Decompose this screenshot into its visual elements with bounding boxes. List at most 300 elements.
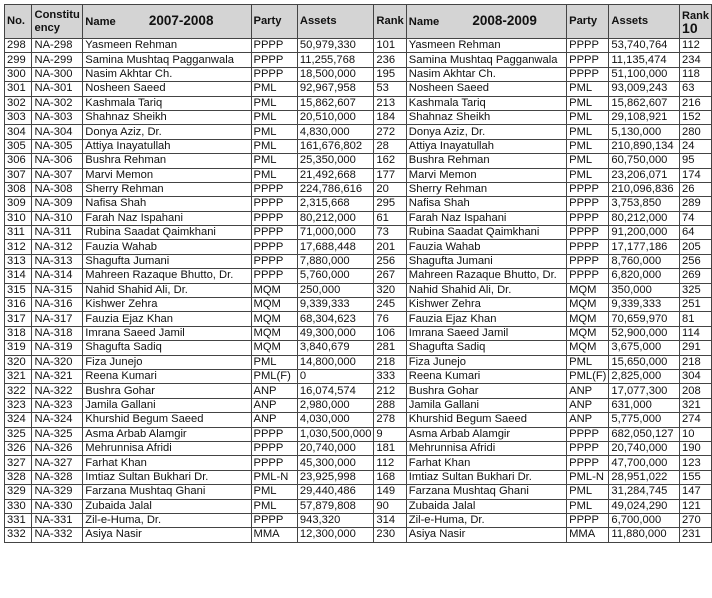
cell-name-2007: Nasim Akhtar Ch.	[83, 67, 251, 81]
cell-name-2008: Asma Arbab Alamgir	[406, 427, 566, 441]
cell-party-2008: PML	[567, 125, 609, 139]
cell-name-2008: Donya Aziz, Dr.	[406, 125, 566, 139]
cell-no: 332	[5, 528, 32, 542]
table-row	[5, 427, 712, 441]
cell-name-2007: Fiza Junejo	[83, 355, 251, 369]
cell-party-2007: PML	[251, 82, 297, 96]
cell-constituency: NA-327	[32, 456, 83, 470]
cell-party-2008: PPPP	[567, 53, 609, 67]
cell-rank-2008: 304	[680, 369, 712, 383]
cell-assets-2007: 18,500,000	[297, 67, 374, 81]
cell-assets-2007: 0	[297, 369, 374, 383]
cell-name-2007: Nafisa Shah	[83, 197, 251, 211]
cell-party-2007: PPPP	[251, 240, 297, 254]
cell-no: 308	[5, 182, 32, 196]
cell-name-2007: Farhat Khan	[83, 456, 251, 470]
cell-no: 305	[5, 139, 32, 153]
cell-no: 321	[5, 369, 32, 383]
cell-name-2007: Khurshid Begum Saeed	[83, 413, 251, 427]
cell-rank-2008: 10	[680, 427, 712, 441]
cell-party-2008: PPPP	[567, 39, 609, 53]
cell-party-2007: PPPP	[251, 269, 297, 283]
cell-rank-2007: 90	[374, 499, 406, 513]
cell-party-2007: PML-N	[251, 470, 297, 484]
cell-party-2008: PML	[567, 82, 609, 96]
header-rank-2008-top: Rank	[682, 9, 709, 22]
cell-name-2007: Farah Naz Ispahani	[83, 211, 251, 225]
table-row	[5, 499, 712, 513]
cell-rank-2007: 9	[374, 427, 406, 441]
header-party-2008: Party	[567, 5, 609, 39]
table-row	[5, 355, 712, 369]
cell-assets-2008: 15,862,607	[609, 96, 680, 110]
cell-party-2008: ANP	[567, 384, 609, 398]
cell-assets-2007: 250,000	[297, 283, 374, 297]
cell-party-2007: MQM	[251, 298, 297, 312]
cell-no: 300	[5, 67, 32, 81]
cell-rank-2008: 81	[680, 312, 712, 326]
cell-constituency: NA-312	[32, 240, 83, 254]
cell-name-2008: Bushra Gohar	[406, 384, 566, 398]
cell-no: 331	[5, 513, 32, 527]
cell-rank-2008: 274	[680, 413, 712, 427]
cell-name-2008: Shagufta Sadiq	[406, 341, 566, 355]
cell-party-2007: PPPP	[251, 254, 297, 268]
cell-party-2008: PPPP	[567, 197, 609, 211]
cell-name-2008: Farah Naz Ispahani	[406, 211, 566, 225]
cell-assets-2008: 70,659,970	[609, 312, 680, 326]
cell-name-2008: Yasmeen Rehman	[406, 39, 566, 53]
cell-assets-2007: 11,255,768	[297, 53, 374, 67]
cell-name-2007: Shahnaz Sheikh	[83, 110, 251, 124]
cell-assets-2008: 17,177,186	[609, 240, 680, 254]
cell-rank-2007: 73	[374, 226, 406, 240]
cell-party-2007: PPPP	[251, 226, 297, 240]
cell-rank-2007: 320	[374, 283, 406, 297]
header-no: No.	[5, 5, 32, 39]
cell-party-2007: PPPP	[251, 513, 297, 527]
cell-name-2007: Donya Aziz, Dr.	[83, 125, 251, 139]
cell-constituency: NA-319	[32, 341, 83, 355]
cell-rank-2008: 205	[680, 240, 712, 254]
cell-party-2008: PPPP	[567, 441, 609, 455]
header-name-label: Name	[85, 16, 116, 28]
cell-assets-2007: 23,925,998	[297, 470, 374, 484]
cell-name-2007: Zil-e-Huma, Dr.	[83, 513, 251, 527]
cell-constituency: NA-315	[32, 283, 83, 297]
cell-no: 307	[5, 168, 32, 182]
cell-rank-2007: 230	[374, 528, 406, 542]
cell-party-2008: PPPP	[567, 513, 609, 527]
cell-name-2008: Kashmala Tariq	[406, 96, 566, 110]
cell-rank-2008: 289	[680, 197, 712, 211]
cell-no: 317	[5, 312, 32, 326]
cell-rank-2007: 295	[374, 197, 406, 211]
cell-constituency: NA-308	[32, 182, 83, 196]
table-body	[5, 39, 712, 543]
cell-name-2007: Yasmeen Rehman	[83, 39, 251, 53]
cell-rank-2008: 121	[680, 499, 712, 513]
cell-assets-2007: 3,840,679	[297, 341, 374, 355]
cell-constituency: NA-330	[32, 499, 83, 513]
cell-rank-2007: 281	[374, 341, 406, 355]
cell-rank-2008: 152	[680, 110, 712, 124]
cell-no: 328	[5, 470, 32, 484]
cell-rank-2008: 26	[680, 182, 712, 196]
cell-rank-2007: 195	[374, 67, 406, 81]
cell-party-2007: ANP	[251, 413, 297, 427]
cell-assets-2008: 17,077,300	[609, 384, 680, 398]
cell-party-2007: PPPP	[251, 39, 297, 53]
cell-assets-2008: 93,009,243	[609, 82, 680, 96]
cell-constituency: NA-300	[32, 67, 83, 81]
header-year-2008: 2008-2009	[472, 13, 537, 28]
cell-name-2008: Samina Mushtaq Pagganwala	[406, 53, 566, 67]
cell-name-2007: Kishwer Zehra	[83, 298, 251, 312]
table-row	[5, 413, 712, 427]
cell-rank-2008: 95	[680, 154, 712, 168]
cell-no: 324	[5, 413, 32, 427]
cell-constituency: NA-307	[32, 168, 83, 182]
cell-assets-2007: 21,492,668	[297, 168, 374, 182]
cell-name-2007: Attiya Inayatullah	[83, 139, 251, 153]
cell-rank-2008: 74	[680, 211, 712, 225]
cell-rank-2007: 53	[374, 82, 406, 96]
cell-constituency: NA-326	[32, 441, 83, 455]
cell-assets-2007: 2,315,668	[297, 197, 374, 211]
cell-rank-2008: 118	[680, 67, 712, 81]
cell-constituency: NA-320	[32, 355, 83, 369]
cell-party-2007: PML	[251, 125, 297, 139]
table-row	[5, 528, 712, 542]
cell-assets-2008: 11,880,000	[609, 528, 680, 542]
cell-rank-2007: 162	[374, 154, 406, 168]
cell-name-2008: Sherry Rehman	[406, 182, 566, 196]
cell-constituency: NA-321	[32, 369, 83, 383]
cell-name-2008: Asiya Nasir	[406, 528, 566, 542]
cell-party-2007: PML	[251, 168, 297, 182]
cell-assets-2008: 682,050,127	[609, 427, 680, 441]
cell-name-2007: Mahreen Razaque Bhutto, Dr.	[83, 269, 251, 283]
cell-rank-2007: 314	[374, 513, 406, 527]
cell-name-2007: Fauzia Wahab	[83, 240, 251, 254]
cell-name-2008: Mahreen Razaque Bhutto, Dr.	[406, 269, 566, 283]
cell-no: 312	[5, 240, 32, 254]
cell-no: 315	[5, 283, 32, 297]
cell-assets-2007: 20,740,000	[297, 441, 374, 455]
cell-name-2008: Reena Kumari	[406, 369, 566, 383]
cell-assets-2008: 631,000	[609, 398, 680, 412]
table-row	[5, 125, 712, 139]
cell-assets-2007: 50,979,330	[297, 39, 374, 53]
cell-assets-2008: 3,675,000	[609, 341, 680, 355]
cell-constituency: NA-303	[32, 110, 83, 124]
cell-rank-2007: 288	[374, 398, 406, 412]
cell-party-2007: PML	[251, 96, 297, 110]
cell-assets-2007: 25,350,000	[297, 154, 374, 168]
header-constituency: Constitu ency	[32, 5, 83, 39]
cell-party-2007: PML	[251, 154, 297, 168]
cell-party-2007: MMA	[251, 528, 297, 542]
table-row	[5, 96, 712, 110]
header-rank-2007: Rank	[374, 5, 406, 39]
cell-assets-2007: 71,000,000	[297, 226, 374, 240]
cell-rank-2007: 106	[374, 326, 406, 340]
table-row	[5, 53, 712, 67]
cell-party-2008: MQM	[567, 312, 609, 326]
cell-name-2008: Jamila Gallani	[406, 398, 566, 412]
cell-name-2007: Asma Arbab Alamgir	[83, 427, 251, 441]
cell-party-2008: ANP	[567, 413, 609, 427]
cell-constituency: NA-316	[32, 298, 83, 312]
cell-assets-2007: 68,304,623	[297, 312, 374, 326]
cell-party-2008: PPPP	[567, 254, 609, 268]
cell-party-2007: PML	[251, 355, 297, 369]
cell-constituency: NA-317	[32, 312, 83, 326]
cell-assets-2008: 210,890,134	[609, 139, 680, 153]
cell-party-2007: MQM	[251, 283, 297, 297]
cell-no: 301	[5, 82, 32, 96]
table-row	[5, 369, 712, 383]
cell-rank-2007: 212	[374, 384, 406, 398]
cell-party-2008: PML	[567, 485, 609, 499]
cell-name-2008: Marvi Memon	[406, 168, 566, 182]
cell-name-2008: Khurshid Begum Saeed	[406, 413, 566, 427]
cell-assets-2008: 49,024,290	[609, 499, 680, 513]
cell-constituency: NA-313	[32, 254, 83, 268]
cell-party-2007: MQM	[251, 326, 297, 340]
cell-party-2008: PPPP	[567, 269, 609, 283]
cell-party-2007: PPPP	[251, 441, 297, 455]
cell-name-2008: Imtiaz Sultan Bukhari Dr.	[406, 470, 566, 484]
cell-assets-2008: 91,200,000	[609, 226, 680, 240]
cell-name-2007: Rubina Saadat Qaimkhani	[83, 226, 251, 240]
cell-constituency: NA-325	[32, 427, 83, 441]
table-row	[5, 211, 712, 225]
cell-name-2007: Jamila Gallani	[83, 398, 251, 412]
cell-party-2008: PPPP	[567, 427, 609, 441]
cell-constituency: NA-306	[32, 154, 83, 168]
cell-name-2007: Imtiaz Sultan Bukhari Dr.	[83, 470, 251, 484]
cell-assets-2007: 16,074,574	[297, 384, 374, 398]
cell-no: 320	[5, 355, 32, 369]
table-row	[5, 326, 712, 340]
cell-party-2007: PPPP	[251, 67, 297, 81]
cell-name-2007: Kashmala Tariq	[83, 96, 251, 110]
cell-assets-2008: 80,212,000	[609, 211, 680, 225]
cell-rank-2007: 267	[374, 269, 406, 283]
cell-name-2008: Shagufta Jumani	[406, 254, 566, 268]
cell-rank-2008: 155	[680, 470, 712, 484]
cell-name-2008: Fiza Junejo	[406, 355, 566, 369]
cell-no: 298	[5, 39, 32, 53]
cell-constituency: NA-299	[32, 53, 83, 67]
cell-rank-2007: 201	[374, 240, 406, 254]
cell-rank-2007: 272	[374, 125, 406, 139]
cell-assets-2008: 5,775,000	[609, 413, 680, 427]
cell-rank-2008: 112	[680, 39, 712, 53]
cell-party-2008: MQM	[567, 298, 609, 312]
header-rank-2008-bottom: 10	[682, 19, 698, 36]
cell-assets-2008: 350,000	[609, 283, 680, 297]
cell-no: 319	[5, 341, 32, 355]
cell-no: 303	[5, 110, 32, 124]
cell-assets-2008: 28,951,022	[609, 470, 680, 484]
cell-constituency: NA-305	[32, 139, 83, 153]
cell-no: 309	[5, 197, 32, 211]
cell-rank-2007: 177	[374, 168, 406, 182]
cell-rank-2007: 20	[374, 182, 406, 196]
cell-no: 329	[5, 485, 32, 499]
cell-constituency: NA-310	[32, 211, 83, 225]
cell-rank-2007: 61	[374, 211, 406, 225]
cell-rank-2008: 218	[680, 355, 712, 369]
cell-party-2007: PML	[251, 110, 297, 124]
cell-no: 326	[5, 441, 32, 455]
cell-no: 313	[5, 254, 32, 268]
cell-constituency: NA-301	[32, 82, 83, 96]
table-row	[5, 226, 712, 240]
cell-rank-2008: 216	[680, 96, 712, 110]
cell-assets-2007: 45,300,000	[297, 456, 374, 470]
cell-assets-2008: 6,820,000	[609, 269, 680, 283]
cell-assets-2007: 14,800,000	[297, 355, 374, 369]
cell-name-2008: Rubina Saadat Qaimkhani	[406, 226, 566, 240]
cell-rank-2008: 64	[680, 226, 712, 240]
header-name-label: Name	[408, 16, 440, 28]
cell-assets-2008: 15,650,000	[609, 355, 680, 369]
cell-rank-2007: 236	[374, 53, 406, 67]
table-row	[5, 298, 712, 312]
cell-name-2008: Nosheen Saeed	[406, 82, 566, 96]
table-row	[5, 139, 712, 153]
cell-no: 302	[5, 96, 32, 110]
cell-constituency: NA-323	[32, 398, 83, 412]
cell-name-2008: Farzana Mushtaq Ghani	[406, 485, 566, 499]
cell-no: 304	[5, 125, 32, 139]
cell-party-2008: PPPP	[567, 211, 609, 225]
cell-rank-2007: 213	[374, 96, 406, 110]
cell-party-2008: MQM	[567, 341, 609, 355]
cell-rank-2007: 333	[374, 369, 406, 383]
table-row	[5, 312, 712, 326]
cell-party-2008: PML	[567, 110, 609, 124]
cell-rank-2008: 123	[680, 456, 712, 470]
cell-assets-2008: 60,750,000	[609, 154, 680, 168]
table-header	[5, 5, 712, 39]
header-assets-2007: Assets	[297, 5, 374, 39]
cell-assets-2007: 12,300,000	[297, 528, 374, 542]
cell-assets-2007: 943,320	[297, 513, 374, 527]
cell-assets-2007: 9,339,333	[297, 298, 374, 312]
header-name-2007	[83, 5, 251, 39]
cell-rank-2008: 251	[680, 298, 712, 312]
cell-name-2007: Bushra Gohar	[83, 384, 251, 398]
cell-party-2008: PML-N	[567, 470, 609, 484]
header-year-2007: 2007-2008	[148, 13, 214, 28]
cell-constituency: NA-304	[32, 125, 83, 139]
header-name-2008	[406, 5, 566, 39]
cell-assets-2007: 49,300,000	[297, 326, 374, 340]
cell-no: 311	[5, 226, 32, 240]
cell-assets-2008: 2,825,000	[609, 369, 680, 383]
cell-constituency: NA-324	[32, 413, 83, 427]
cell-rank-2008: 256	[680, 254, 712, 268]
cell-assets-2007: 224,786,616	[297, 182, 374, 196]
table-row	[5, 513, 712, 527]
cell-rank-2008: 269	[680, 269, 712, 283]
cell-assets-2008: 8,760,000	[609, 254, 680, 268]
cell-name-2008: Attiya Inayatullah	[406, 139, 566, 153]
cell-rank-2007: 278	[374, 413, 406, 427]
table-row	[5, 254, 712, 268]
cell-constituency: NA-329	[32, 485, 83, 499]
cell-assets-2007: 7,880,000	[297, 254, 374, 268]
cell-party-2008: PPPP	[567, 240, 609, 254]
cell-party-2007: PML(F)	[251, 369, 297, 383]
cell-rank-2007: 101	[374, 39, 406, 53]
cell-no: 314	[5, 269, 32, 283]
cell-rank-2007: 245	[374, 298, 406, 312]
cell-assets-2007: 4,030,000	[297, 413, 374, 427]
cell-constituency: NA-311	[32, 226, 83, 240]
table-row	[5, 485, 712, 499]
cell-party-2008: PPPP	[567, 456, 609, 470]
table-row	[5, 283, 712, 297]
cell-assets-2007: 4,830,000	[297, 125, 374, 139]
header-assets-2008: Assets	[609, 5, 680, 39]
cell-assets-2008: 210,096,836	[609, 182, 680, 196]
cell-party-2008: ANP	[567, 398, 609, 412]
cell-name-2008: Nafisa Shah	[406, 197, 566, 211]
cell-rank-2007: 149	[374, 485, 406, 499]
cell-assets-2008: 6,700,000	[609, 513, 680, 527]
cell-name-2008: Fauzia Ejaz Khan	[406, 312, 566, 326]
cell-name-2007: Shagufta Jumani	[83, 254, 251, 268]
cell-name-2008: Bushra Rehman	[406, 154, 566, 168]
cell-assets-2007: 29,440,486	[297, 485, 374, 499]
cell-rank-2008: 63	[680, 82, 712, 96]
cell-party-2007: PPPP	[251, 182, 297, 196]
cell-rank-2007: 218	[374, 355, 406, 369]
cell-no: 316	[5, 298, 32, 312]
cell-name-2007: Reena Kumari	[83, 369, 251, 383]
cell-party-2008: PML(F)	[567, 369, 609, 383]
table-row	[5, 154, 712, 168]
cell-rank-2008: 114	[680, 326, 712, 340]
header-party-2007: Party	[251, 5, 297, 39]
cell-party-2008: PML	[567, 499, 609, 513]
cell-party-2008: PPPP	[567, 182, 609, 196]
cell-rank-2007: 168	[374, 470, 406, 484]
cell-assets-2007: 57,879,808	[297, 499, 374, 513]
cell-rank-2008: 190	[680, 441, 712, 455]
cell-name-2007: Bushra Rehman	[83, 154, 251, 168]
cell-name-2008: Farhat Khan	[406, 456, 566, 470]
cell-no: 299	[5, 53, 32, 67]
cell-party-2007: PML	[251, 499, 297, 513]
cell-name-2008: Zubaida Jalal	[406, 499, 566, 513]
table-row	[5, 39, 712, 53]
cell-party-2008: PPPP	[567, 226, 609, 240]
cell-rank-2008: 270	[680, 513, 712, 527]
cell-rank-2008: 24	[680, 139, 712, 153]
cell-rank-2007: 256	[374, 254, 406, 268]
cell-name-2008: Nahid Shahid Ali, Dr.	[406, 283, 566, 297]
cell-party-2008: PML	[567, 96, 609, 110]
cell-no: 330	[5, 499, 32, 513]
cell-party-2007: PML	[251, 139, 297, 153]
